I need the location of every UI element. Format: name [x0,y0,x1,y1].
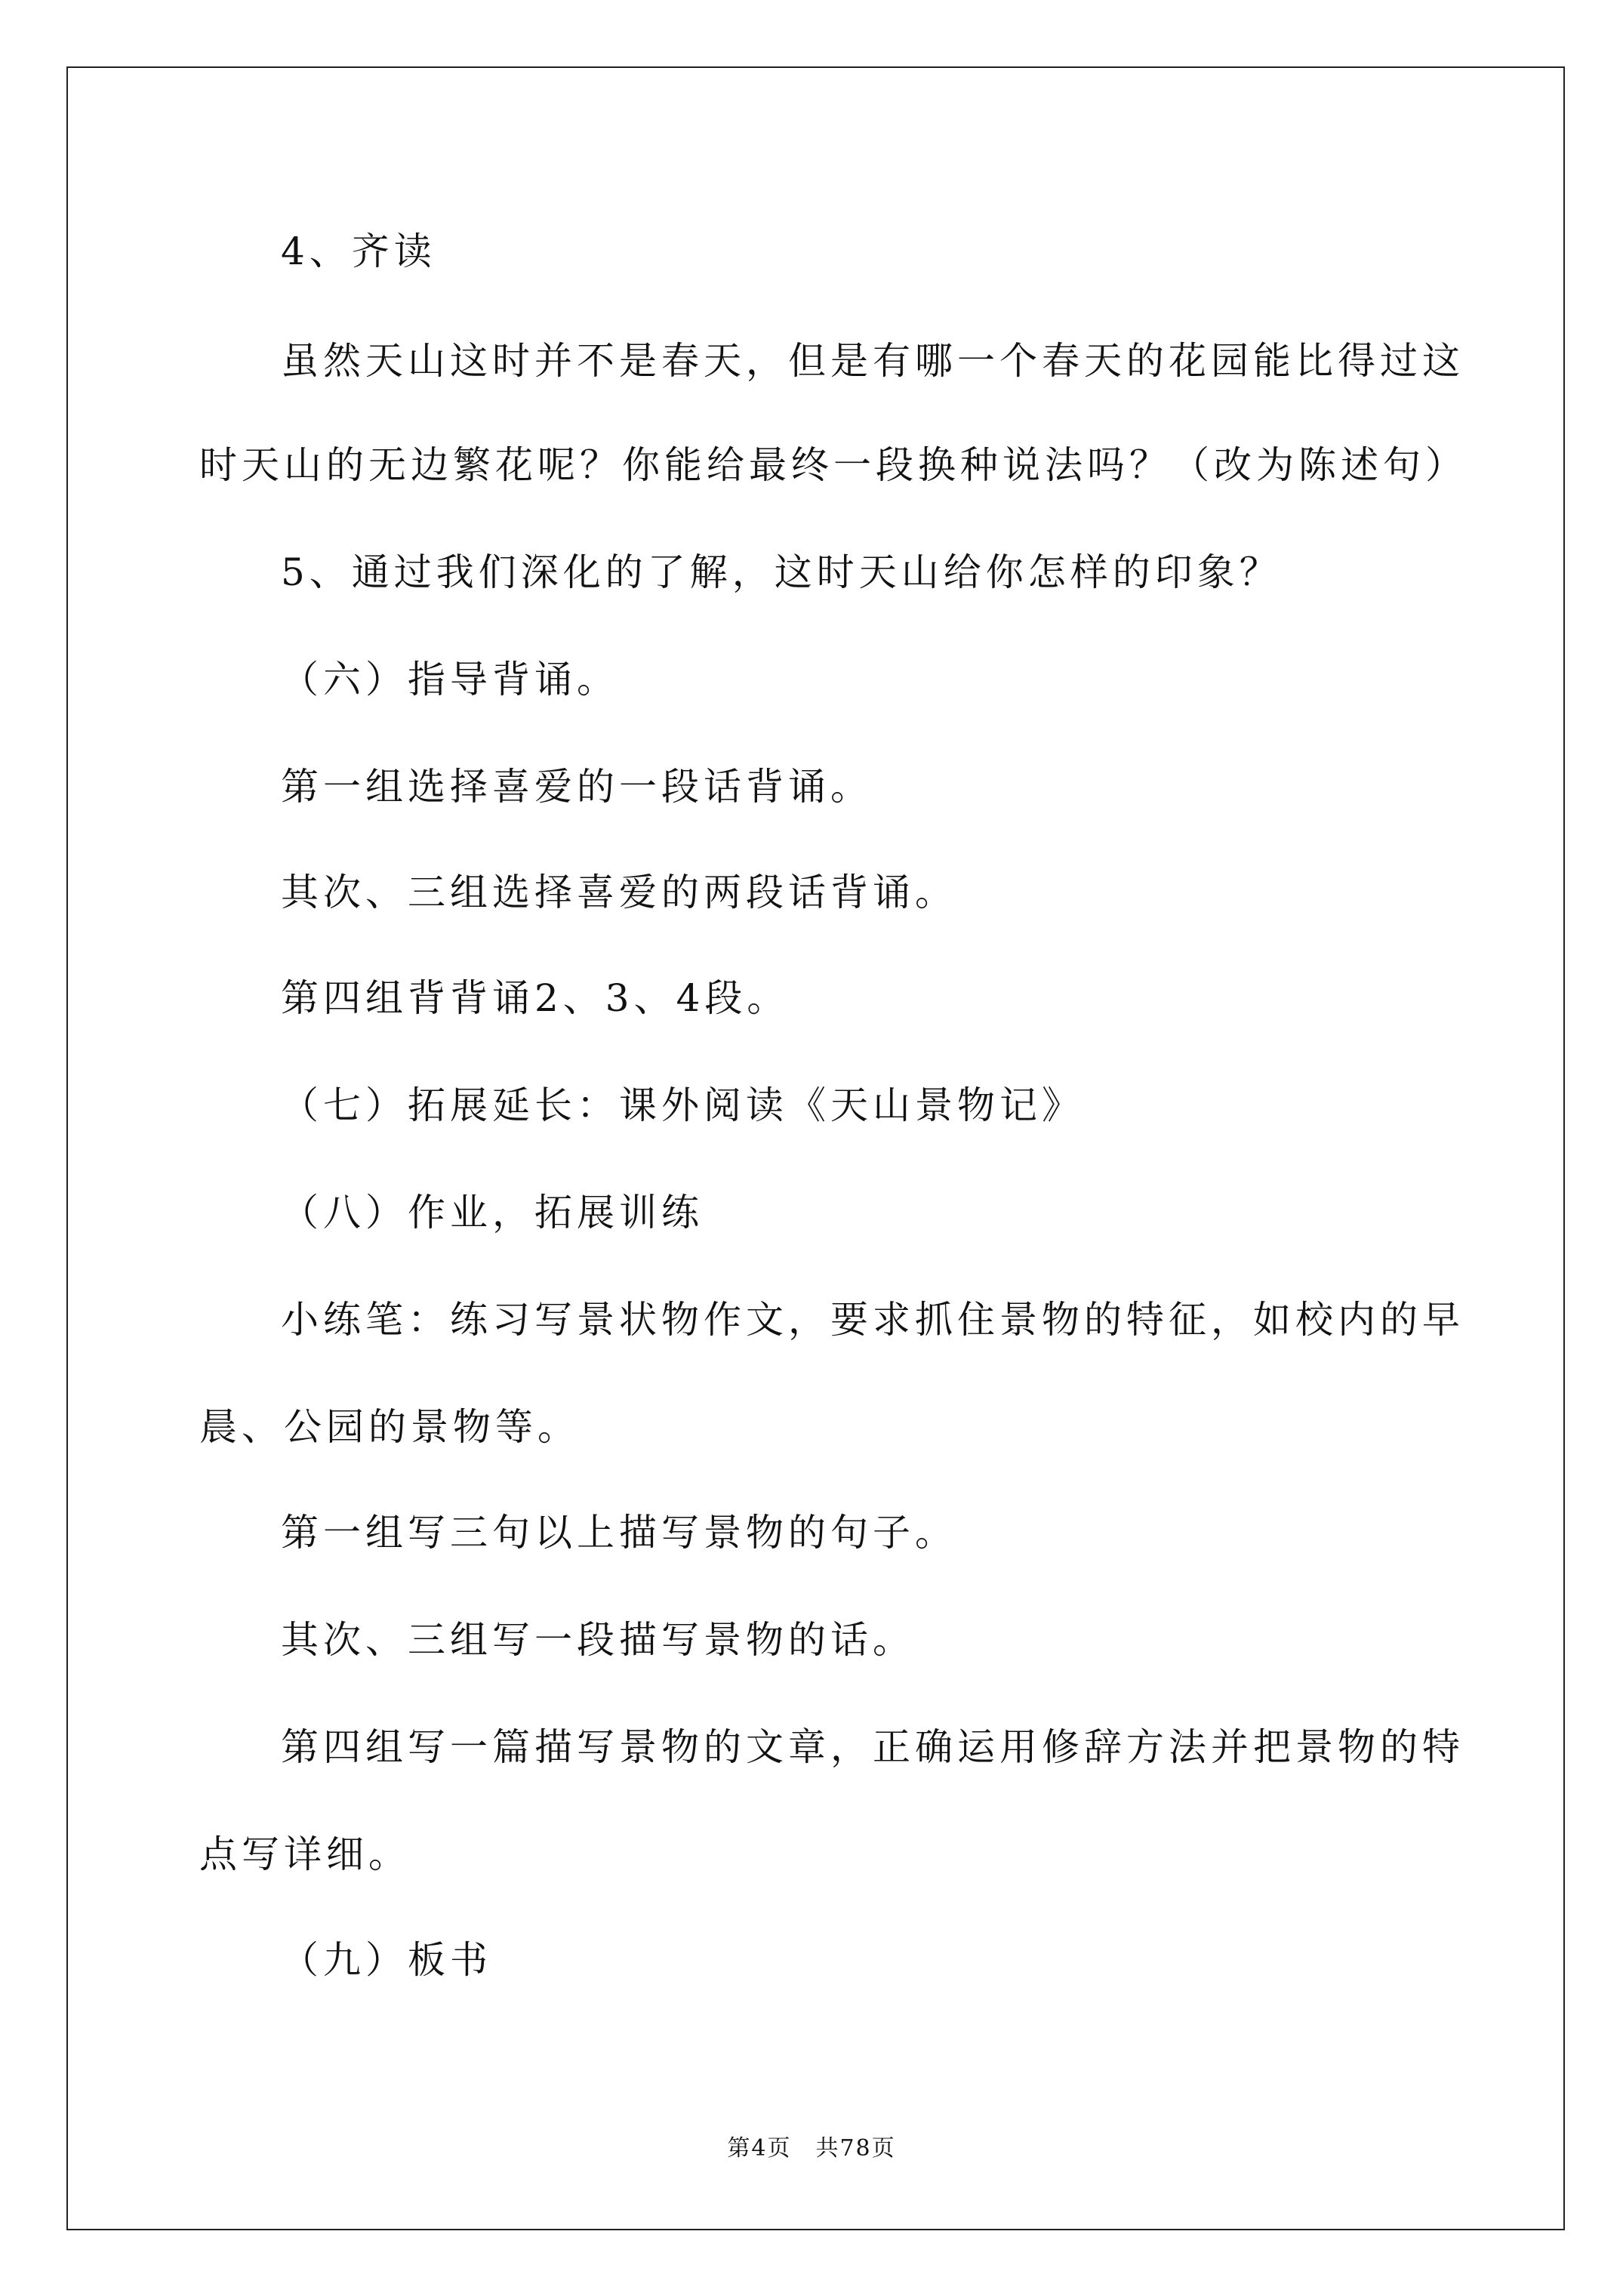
paragraph-1: 4、齐读 [281,230,436,273]
paragraph-10: 小练笔：练习写景状物作文，要求抓住景物的特征，如校内的早 [281,1298,1464,1342]
paragraph-7: 第四组背背诵2、3、4段。 [281,976,790,1020]
paragraph-12: 其次、三组写一段描写景物的话。 [281,1618,915,1662]
paragraph-10-cont: 晨、公园的景物等。 [199,1405,580,1449]
paragraph-4: （六）指导背诵。 [281,658,619,701]
page-number-footer: 第4页 共78页 [727,2135,896,2162]
paragraph-3: 5、通过我们深化的了解，这时天山给你怎样的印象？ [281,550,1282,594]
paragraph-14: （九）板书 [281,1938,492,1982]
paragraph-13-cont: 点写详细。 [199,1832,411,1876]
paragraph-2-cont: 时天山的无边繁花呢？你能给最终一段换种说法吗？（改为陈述句） [199,443,1467,487]
paragraph-6: 其次、三组选择喜爱的两段话背诵。 [281,871,957,914]
paragraph-2: 虽然天山这时并不是春天，但是有哪一个春天的花园能比得过这 [281,339,1464,383]
paragraph-8: （七）拓展延长：课外阅读《天山景物记》 [281,1083,1084,1127]
page-border [66,66,1565,2230]
paragraph-5: 第一组选择喜爱的一段话背诵。 [281,765,873,809]
paragraph-9: （八）作业，拓展训练 [281,1191,704,1234]
paragraph-11: 第一组写三句以上描写景物的句子。 [281,1511,957,1555]
paragraph-13: 第四组写一篇描写景物的文章，正确运用修辞方法并把景物的特 [281,1725,1464,1769]
